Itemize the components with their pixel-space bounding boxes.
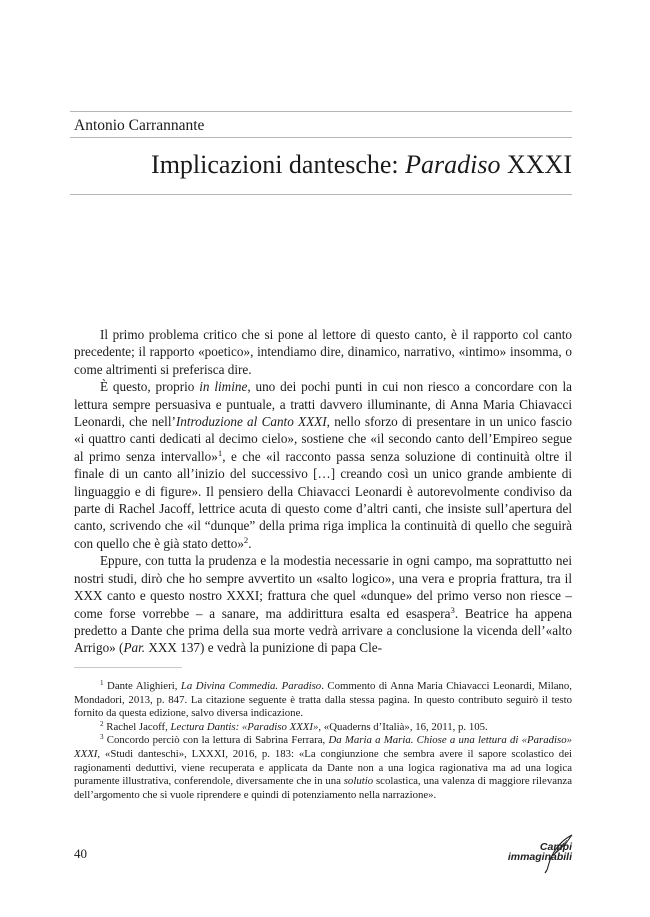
p2-text: È questo, proprio <box>100 379 200 395</box>
footnote-italic: solutio <box>343 775 374 788</box>
author-rule <box>70 137 572 138</box>
footnote-ref-1[interactable]: 1 <box>217 448 223 459</box>
logo-line-1: Campi <box>539 841 572 853</box>
article-title <box>151 149 572 181</box>
logo-line-2: immaginabili <box>507 851 572 863</box>
title-tail: XXXI <box>500 150 572 179</box>
footnote-number: 2 <box>100 719 104 728</box>
p2-text: , uno dei pochi punti in cui non riesco a concordare con la lettura sempre persuasiva e puntuale, a tratti davvero illuminante, di Anna Maria Chiavacci Leonardi, che nell’ <box>74 379 572 430</box>
p2-text: . <box>248 535 252 551</box>
body-text <box>74 326 572 657</box>
footnote-text: , «Quaderns d’Italià», 16, 2011, p. 105. <box>318 720 488 733</box>
p2-italic: in limine <box>199 379 248 395</box>
footnote-ref-3[interactable]: 3 <box>450 604 455 615</box>
footnotes <box>74 680 572 802</box>
paragraph-2 <box>74 378 572 552</box>
p3-text: XXX 137) e vedrà la punizione di papa Cle- <box>145 640 383 656</box>
paragraph-1: Il primo problema critico che si pone al lettore di questo canto, è il rapporto col canto precedente; il rapporto «poetico», intendiamo dire, dinamico, narrativo, «intimo» insomma, o come altrimenti si preferisca dire. <box>74 327 572 377</box>
footnote-number: 3 <box>100 733 104 742</box>
p3-text: . Beatrice ha appena predetto a Dante che prima della sua morte vedrà arrivare a conclusione la vicenda dell’«alto Arrigo» ( <box>74 605 573 656</box>
logo-wordmark <box>508 842 572 862</box>
running-head-author: Antonio Carrannante <box>74 117 205 134</box>
footnote-text: scolastica, una valenza di maggiore rilevanza dell’argomento che si vuole riprendere e quindi di potenziamento nella narrazione». <box>74 775 572 801</box>
footnote-text: Concordo perciò con la lettura di Sabrina Ferrara, <box>103 734 329 747</box>
footnote-italic: Lectura Dantis: «Paradiso XXXI» <box>170 720 319 733</box>
footnote-separator <box>74 667 182 668</box>
footnote-italic: Da Maria a Maria. Chiose a una lettura di «Paradiso» XXXI <box>74 734 573 760</box>
p3-text: Eppure, con tutta la prudenza e la modestia necessarie in ogni campo, ma soprattutto nei nostri studi, dirò che ho sempre avvertito un «salto logico», una vera e propria frattura, tra il XXX canto e questo nostro XXXI; frattura che quel «dunque» del primo verso non riesce – come forse vorrebbe – a sanare, ma addirittura esalta ed esaspera <box>74 553 572 621</box>
p2-text: , nello sforzo di presentare in un unico fascio «i quattro canti dedicati al decimo cielo», sostiene che «il secondo canto dell’Empireo segue al primo senza intervallo» <box>74 414 572 464</box>
footnote-1 <box>74 680 572 721</box>
footnote-text: , «Studi danteschi», LXXXI, 2016, p. 183: «La congiunzione che sembra avere il sapore scolastico dei ragionamenti deduttivi, viene recuperata e applicata da Dante non a una logica ragionativa ma ad una logica puramente illustrativa, conferendole, diversamente che in una <box>74 747 572 788</box>
title-rule <box>70 194 572 195</box>
footnote-text: Dante Alighieri, <box>103 680 181 692</box>
page-number: 40 <box>74 846 87 861</box>
p2-italic: Introduzione al Canto XXXI <box>175 414 327 430</box>
footnote-3 <box>74 734 572 802</box>
paragraph-3 <box>74 552 572 656</box>
footnote-italic: La Divina Commedia. Paradiso <box>180 680 322 692</box>
title-italic: Paradiso <box>405 150 501 179</box>
footnote-number: 1 <box>100 679 104 688</box>
title-main: Implicazioni dantesche: <box>151 150 406 179</box>
footnote-text: Rachel Jacoff, <box>103 720 171 733</box>
publisher-logo <box>507 834 574 874</box>
p2-text: , e che «il racconto passa senza soluzione di continuità oltre il finale di un canto all’inizio del successivo […] creando così un unico grande ambiente di linguaggio e di figure». Il pensiero della Chiavacci Leonardi è autorevolmente condiviso da parte di Rachel Jacoff, lettrice acuta di questo come d’altri canti, che insiste sull’apertura del canto, scrivendo che «il “dunque” della prima riga implica la continuità di quello che seguirà con quello che è già stato detto» <box>74 448 572 551</box>
footnote-2 <box>74 721 572 735</box>
footnote-text: . Commento di Anna Maria Chiavacci Leonardi, Milano, Mondadori, 2013, p. 847. La citazione seguente è tratta dalla stessa pagina. In questo contributo seguirò il testo fornito da questa edizione, salvo diversa indicazione. <box>74 680 572 720</box>
footnote-ref-2[interactable]: 2 <box>243 535 249 546</box>
p3-italic: Par. <box>123 640 146 656</box>
top-rule <box>70 111 572 112</box>
